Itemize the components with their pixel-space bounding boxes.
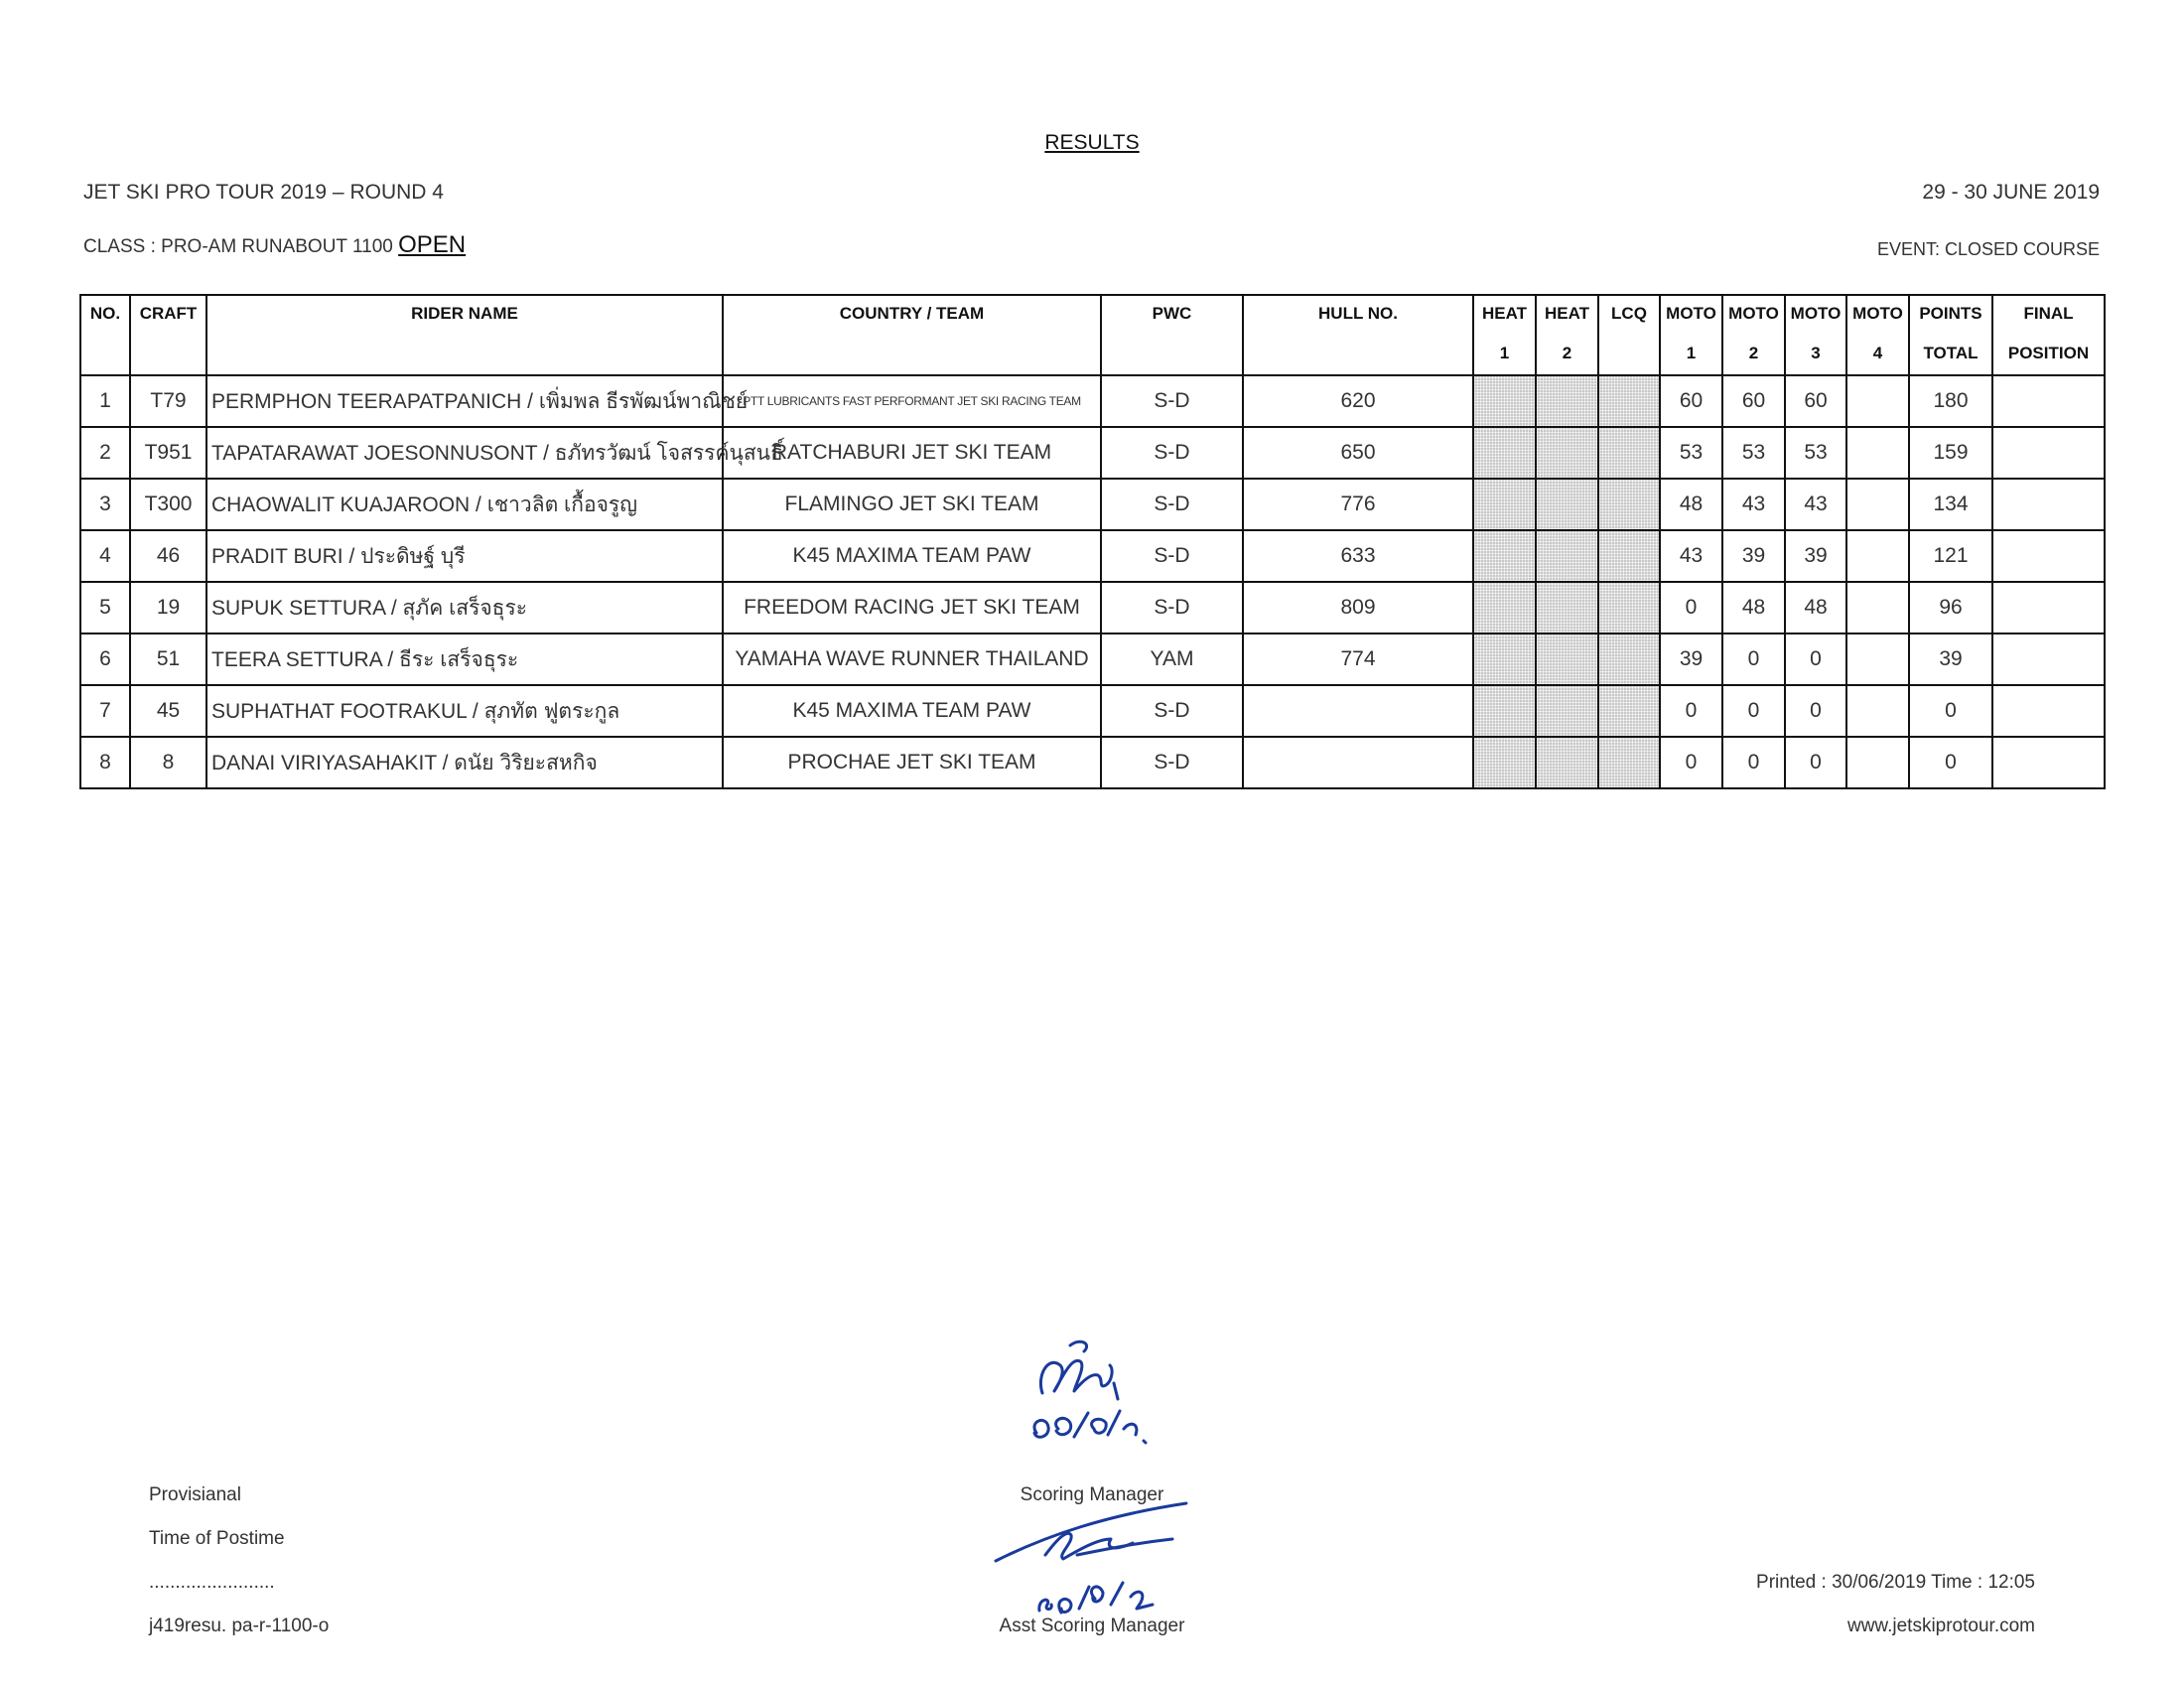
heat1-cell <box>1473 375 1536 427</box>
rider-name-cell: SUPUK SETTURA / สุภัค เสร็จธุระ <box>206 582 723 633</box>
page-title: RESULTS <box>1044 131 1140 154</box>
final-position-cell <box>1992 633 2105 685</box>
column-header-label: MOTO <box>1666 304 1716 323</box>
final-position-cell <box>1992 530 2105 582</box>
final-position-cell <box>1992 427 2105 479</box>
moto3-cell: 48 <box>1785 582 1846 633</box>
moto3-cell: 0 <box>1785 633 1846 685</box>
column-header-label: RIDER NAME <box>411 304 518 323</box>
table-row <box>80 375 2105 427</box>
table-row <box>80 530 2105 582</box>
moto1-cell: 48 <box>1660 479 1722 530</box>
position-cell: 5 <box>80 582 130 633</box>
column-header <box>723 295 1101 375</box>
column-header-label: POINTS <box>1919 304 1982 323</box>
column-header <box>1992 295 2105 375</box>
final-position-cell <box>1992 479 2105 530</box>
points-total-cell: 180 <box>1909 375 1992 427</box>
position-cell: 2 <box>80 427 130 479</box>
asst-scoring-manager-signature <box>988 1499 1216 1618</box>
column-header-label: LCQ <box>1611 304 1647 323</box>
rider-name-cell: DANAI VIRIYASAHAKIT / ดนัย วิริยะสหกิจ <box>206 737 723 788</box>
team-cell: PROCHAE JET SKI TEAM <box>723 737 1101 788</box>
final-position-cell <box>1992 737 2105 788</box>
moto1-cell: 0 <box>1660 685 1722 737</box>
moto4-cell <box>1846 685 1909 737</box>
lcq-cell <box>1598 479 1660 530</box>
final-position-cell <box>1992 375 2105 427</box>
heat1-cell <box>1473 582 1536 633</box>
hull-cell: 809 <box>1243 582 1473 633</box>
heat1-cell <box>1473 685 1536 737</box>
rider-name-cell: TEERA SETTURA / ธีระ เสร็จธุระ <box>206 633 723 685</box>
column-header-label: HEAT <box>1481 304 1527 323</box>
moto2-cell: 53 <box>1722 427 1785 479</box>
heat2-cell <box>1536 582 1598 633</box>
pwc-cell: S-D <box>1101 479 1243 530</box>
pwc-cell: S-D <box>1101 375 1243 427</box>
event-name: JET SKI PRO TOUR 2019 – ROUND 4 <box>83 181 444 204</box>
column-header <box>206 295 723 375</box>
lcq-cell <box>1598 685 1660 737</box>
position-cell: 3 <box>80 479 130 530</box>
provisional-label: Provisianal <box>149 1484 241 1505</box>
team-cell: FREEDOM RACING JET SKI TEAM <box>723 582 1101 633</box>
points-total-cell: 121 <box>1909 530 1992 582</box>
pwc-cell: S-D <box>1101 737 1243 788</box>
table-row <box>80 479 2105 530</box>
points-total-cell: 96 <box>1909 582 1992 633</box>
craft-cell: T951 <box>130 427 206 479</box>
heat2-cell <box>1536 737 1598 788</box>
column-header <box>130 295 206 375</box>
craft-cell: 19 <box>130 582 206 633</box>
column-header-label: MOTO <box>1790 304 1842 323</box>
moto4-cell <box>1846 479 1909 530</box>
column-header-sublabel: 1 <box>1686 344 1697 362</box>
moto2-cell: 60 <box>1722 375 1785 427</box>
heat1-cell <box>1473 633 1536 685</box>
column-header-label: MOTO <box>1728 304 1779 323</box>
final-position-cell <box>1992 685 2105 737</box>
pwc-cell: YAM <box>1101 633 1243 685</box>
column-header <box>1243 295 1473 375</box>
moto4-cell <box>1846 530 1909 582</box>
heat1-cell <box>1473 737 1536 788</box>
postime-dots: ........................ <box>149 1572 275 1593</box>
class-line <box>83 231 466 259</box>
craft-cell: 46 <box>130 530 206 582</box>
lcq-cell <box>1598 737 1660 788</box>
pwc-cell: S-D <box>1101 685 1243 737</box>
heat2-cell <box>1536 427 1598 479</box>
table-header-row <box>80 295 2105 375</box>
column-header <box>1846 295 1909 375</box>
hull-cell: 633 <box>1243 530 1473 582</box>
lcq-cell <box>1598 427 1660 479</box>
column-header <box>1101 295 1243 375</box>
points-total-cell: 134 <box>1909 479 1992 530</box>
rider-name-cell: SUPHATHAT FOOTRAKUL / สุภทัต ฟูตระกูล <box>206 685 723 737</box>
hull-cell <box>1243 737 1473 788</box>
craft-cell: 51 <box>130 633 206 685</box>
scoring-manager-label: Scoring Manager <box>1020 1484 1164 1505</box>
moto2-cell: 48 <box>1722 582 1785 633</box>
craft-cell: 8 <box>130 737 206 788</box>
team-cell: PTT LUBRICANTS FAST PERFORMANT JET SKI RACING TEAM <box>723 375 1101 427</box>
table-row <box>80 582 2105 633</box>
moto1-cell: 39 <box>1660 633 1722 685</box>
moto2-cell: 39 <box>1722 530 1785 582</box>
heat1-cell <box>1473 479 1536 530</box>
asst-scoring-manager-label: Asst Scoring Manager <box>999 1616 1185 1636</box>
team-cell: FLAMINGO JET SKI TEAM <box>723 479 1101 530</box>
position-cell: 8 <box>80 737 130 788</box>
table-row <box>80 633 2105 685</box>
column-header-sublabel: POSITION <box>2007 344 2090 362</box>
column-header <box>1909 295 1992 375</box>
team-cell: RATCHABURI JET SKI TEAM <box>723 427 1101 479</box>
moto3-cell: 43 <box>1785 479 1846 530</box>
column-header-label: NO. <box>89 304 121 323</box>
column-header <box>1660 295 1722 375</box>
final-position-cell <box>1992 582 2105 633</box>
table-row <box>80 685 2105 737</box>
position-cell: 7 <box>80 685 130 737</box>
table-row <box>80 427 2105 479</box>
hull-cell: 650 <box>1243 427 1473 479</box>
column-header-label: CRAFT <box>139 304 198 323</box>
hull-cell: 620 <box>1243 375 1473 427</box>
column-header <box>1473 295 1536 375</box>
moto3-cell: 0 <box>1785 737 1846 788</box>
moto1-cell: 43 <box>1660 530 1722 582</box>
points-total-cell: 0 <box>1909 685 1992 737</box>
moto2-cell: 0 <box>1722 737 1785 788</box>
moto2-cell: 0 <box>1722 685 1785 737</box>
column-header-sublabel: 1 <box>1499 344 1510 362</box>
hull-cell: 776 <box>1243 479 1473 530</box>
time-of-postime-label: Time of Postime <box>149 1528 285 1549</box>
moto4-cell <box>1846 633 1909 685</box>
column-header-sublabel: 2 <box>1562 344 1572 362</box>
lcq-cell <box>1598 375 1660 427</box>
pwc-cell: S-D <box>1101 582 1243 633</box>
craft-cell: T79 <box>130 375 206 427</box>
pwc-cell: S-D <box>1101 427 1243 479</box>
heat2-cell <box>1536 530 1598 582</box>
column-header <box>80 295 130 375</box>
column-header <box>1536 295 1598 375</box>
position-cell: 4 <box>80 530 130 582</box>
position-cell: 6 <box>80 633 130 685</box>
event-type: EVENT: CLOSED COURSE <box>1876 239 2100 259</box>
moto1-cell: 0 <box>1660 582 1722 633</box>
moto1-cell: 60 <box>1660 375 1722 427</box>
column-header-sublabel: 2 <box>1748 344 1759 362</box>
column-header-sublabel: 4 <box>1872 344 1883 362</box>
moto4-cell <box>1846 427 1909 479</box>
column-header-label: HULL NO. <box>1318 304 1398 323</box>
pwc-cell: S-D <box>1101 530 1243 582</box>
lcq-cell <box>1598 633 1660 685</box>
class-prefix: CLASS : PRO-AM RUNABOUT 1100 <box>83 236 393 257</box>
results-table <box>79 294 2106 789</box>
printed-timestamp: Printed : 30/06/2019 Time : 12:05 <box>1756 1572 2035 1593</box>
heat2-cell <box>1536 633 1598 685</box>
moto1-cell: 0 <box>1660 737 1722 788</box>
heat2-cell <box>1536 375 1598 427</box>
rider-name-cell: PERMPHON TEERAPATPANICH / เพิ่มพล ธีรพัฒน์พาณิชย์ <box>206 375 723 427</box>
column-header <box>1598 295 1660 375</box>
scoring-manager-signature <box>1015 1326 1213 1460</box>
points-total-cell: 39 <box>1909 633 1992 685</box>
lcq-cell <box>1598 530 1660 582</box>
hull-cell <box>1243 685 1473 737</box>
points-total-cell: 0 <box>1909 737 1992 788</box>
column-header-label: HEAT <box>1544 304 1589 323</box>
moto4-cell <box>1846 375 1909 427</box>
file-code: j419resu. pa-r-1100-o <box>149 1616 330 1636</box>
lcq-cell <box>1598 582 1660 633</box>
column-header-label: PWC <box>1152 304 1192 323</box>
event-date: 29 - 30 JUNE 2019 <box>1922 181 2100 204</box>
moto3-cell: 53 <box>1785 427 1846 479</box>
moto3-cell: 0 <box>1785 685 1846 737</box>
column-header-label: FINAL <box>2023 304 2074 323</box>
column-header-label: MOTO <box>1852 304 1903 323</box>
moto3-cell: 39 <box>1785 530 1846 582</box>
team-cell: YAMAHA WAVE RUNNER THAILAND <box>723 633 1101 685</box>
moto2-cell: 0 <box>1722 633 1785 685</box>
moto2-cell: 43 <box>1722 479 1785 530</box>
moto4-cell <box>1846 737 1909 788</box>
moto1-cell: 53 <box>1660 427 1722 479</box>
team-cell: K45 MAXIMA TEAM PAW <box>723 685 1101 737</box>
column-header-sublabel: TOTAL <box>1923 344 1979 362</box>
hull-cell: 774 <box>1243 633 1473 685</box>
column-header <box>1785 295 1846 375</box>
website-link[interactable]: www.jetskiprotour.com <box>1846 1616 2035 1636</box>
column-header-sublabel: 3 <box>1811 344 1821 362</box>
column-header-label: COUNTRY / TEAM <box>839 304 985 323</box>
rider-name-cell: PRADIT BURI / ประดิษฐ์ บุรี <box>206 530 723 582</box>
heat1-cell <box>1473 427 1536 479</box>
class-open: OPEN <box>398 231 467 258</box>
rider-name-cell: CHAOWALIT KUAJAROON / เชาวลิต เกื้อจรูญ <box>206 479 723 530</box>
position-cell: 1 <box>80 375 130 427</box>
rider-name-cell: TAPATARAWAT JOESONNUSONT / ธภัทรวัฒน์ โจสรรค์นุสนธิ์ <box>206 427 723 479</box>
heat2-cell <box>1536 685 1598 737</box>
moto4-cell <box>1846 582 1909 633</box>
team-cell: K45 MAXIMA TEAM PAW <box>723 530 1101 582</box>
column-header <box>1722 295 1785 375</box>
craft-cell: T300 <box>130 479 206 530</box>
table-row <box>80 737 2105 788</box>
heat1-cell <box>1473 530 1536 582</box>
points-total-cell: 159 <box>1909 427 1992 479</box>
moto3-cell: 60 <box>1785 375 1846 427</box>
heat2-cell <box>1536 479 1598 530</box>
craft-cell: 45 <box>130 685 206 737</box>
